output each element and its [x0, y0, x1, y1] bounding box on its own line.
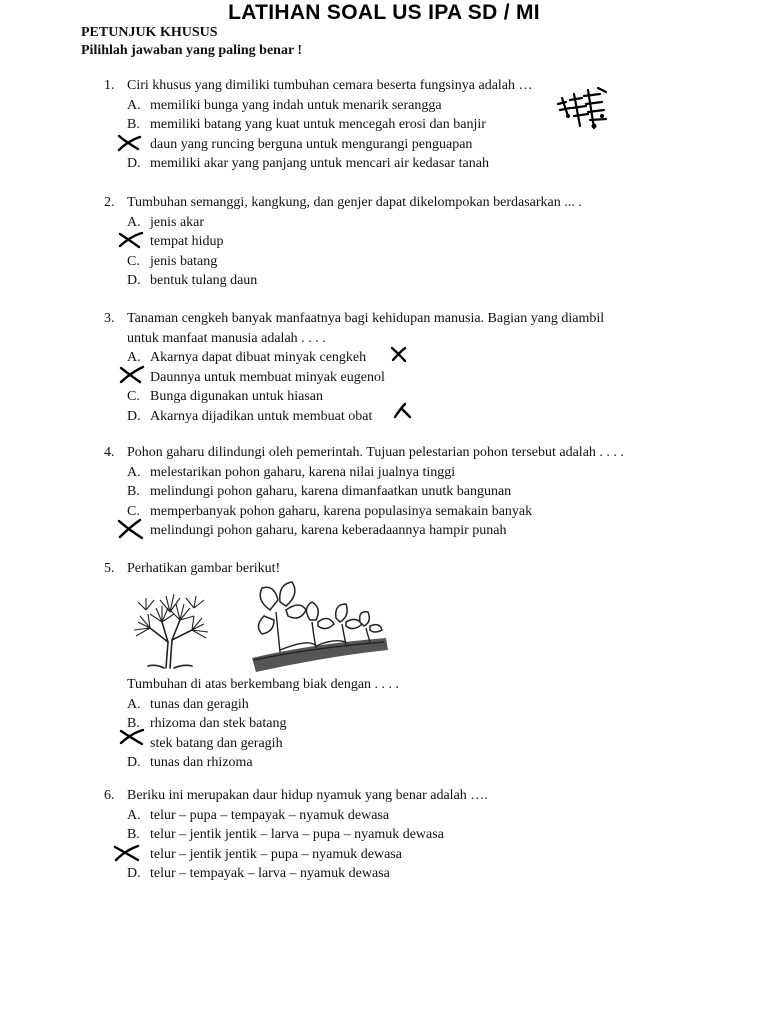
question-2: [0, 193, 768, 291]
wrong-cross-mark: [389, 345, 409, 365]
question-text: Pohon gaharu dilindungi oleh pemerintah. Tujuan pelestarian pohon tersebut adalah . . . .: [127, 445, 624, 460]
question-text: Tanaman cengkeh banyak manfaatnya bagi kehidupan manusia. Bagian yang diambil: [127, 311, 605, 326]
question-text: Beriku ini merupakan daur hidup nyamuk yang benar adalah ….: [127, 788, 488, 803]
question-line: [0, 193, 768, 213]
option-text: memiliki batang yang kuat untuk mencegah erosi dan banjir: [150, 117, 486, 132]
question-number: 4.: [104, 445, 115, 460]
option-letter: B.: [127, 117, 140, 132]
option-d: [0, 864, 768, 884]
question-line: [0, 76, 768, 96]
option-b: [0, 115, 768, 135]
option-text: melestarikan pohon gaharu, karena nilai jualnya tinggi: [150, 464, 456, 480]
question-5-answers: [0, 675, 768, 773]
option-letter: A.: [127, 807, 141, 823]
option-a: [0, 96, 768, 116]
option-text: jenis batang: [150, 253, 218, 269]
page-title: LATIHAN SOAL US IPA SD / MI: [228, 1, 540, 24]
option-letter: D.: [127, 156, 141, 171]
option-text: bentuk tulang daun: [150, 273, 258, 288]
pine-tree-sketch: [554, 86, 610, 132]
question-line: [0, 443, 768, 463]
answer-cross-mark: [116, 517, 146, 541]
question-line: [0, 559, 768, 579]
question-1: [0, 76, 768, 174]
option-letter: C.: [127, 503, 140, 519]
option-c: [0, 252, 768, 272]
option-text: telur – jentik jentik – pupa – nyamuk dewasa: [150, 846, 402, 862]
option-text: tunas dan geragih: [150, 696, 249, 712]
option-b: [0, 482, 768, 502]
question-line: [0, 329, 768, 349]
option-text: stek batang dan geragih: [150, 735, 283, 751]
instructions-text: Pilihlah jawaban yang paling benar !: [81, 43, 303, 58]
option-text: tunas dan rhizoma: [150, 755, 253, 770]
cassava-plant-illustration: [126, 582, 212, 670]
question-line: [0, 786, 768, 806]
option-text: telur – tempayak – larva – nyamuk dewasa: [150, 866, 390, 881]
option-text: melindungi pohon gaharu, karena keberadaannya hampir punah: [150, 523, 507, 538]
option-text: daun yang runcing berguna untuk mengurangi penguapan: [150, 136, 473, 152]
option-c: [0, 387, 768, 407]
option-b: [0, 232, 768, 252]
question-text: Ciri khusus yang dimiliki tumbuhan cemara beserta fungsinya adalah …: [127, 78, 533, 93]
option-text: Bunga digunakan untuk hiasan: [150, 389, 324, 404]
option-text: melindungi pohon gaharu, karena dimanfaatkan unutk bangunan: [150, 484, 512, 499]
option-text: memiliki akar yang panjang untuk mencari air kedasar tanah: [150, 156, 489, 171]
question-3: [0, 309, 768, 426]
option-letter: D.: [127, 866, 141, 881]
answer-cross-mark: [112, 842, 142, 864]
question-text: Perhatikan gambar berikut!: [127, 561, 281, 576]
question-number: 6.: [104, 788, 115, 803]
option-b: [0, 714, 768, 734]
option-a: [0, 695, 768, 715]
option-text: rhizoma dan stek batang: [150, 716, 287, 731]
option-d: [0, 271, 768, 291]
question-number: 1.: [104, 78, 115, 93]
option-letter: D.: [127, 273, 141, 288]
option-text: telur – jentik jentik – larva – pupa – nyamuk dewasa: [150, 827, 444, 842]
option-b: [0, 368, 768, 388]
option-text: Akarnya dijadikan untuk membuat obat: [150, 408, 373, 424]
question-line: [0, 309, 768, 329]
option-letter: A.: [127, 464, 141, 480]
question-text: Tumbuhan semanggi, kangkung, dan genjer dapat dikelompokan berdasarkan ... .: [127, 195, 582, 210]
strawberry-runner-illustration: [250, 580, 390, 672]
option-d: [0, 154, 768, 174]
answer-cross-mark: [117, 230, 145, 250]
option-letter: D.: [127, 408, 141, 424]
option-letter: B.: [127, 827, 140, 842]
option-a: [0, 806, 768, 826]
option-d: [0, 407, 768, 427]
option-c: [0, 734, 768, 754]
question-prompt-line: [0, 675, 768, 695]
option-letter: A.: [127, 214, 141, 230]
question-number: 3.: [104, 311, 115, 326]
question-number: 5.: [104, 561, 115, 576]
question-6: [0, 786, 768, 884]
question-5: [0, 559, 768, 579]
option-a: [0, 213, 768, 233]
option-text: tempat hidup: [150, 234, 224, 249]
option-letter: A.: [127, 97, 141, 113]
option-d: [0, 753, 768, 773]
option-text: Daunnya untuk membuat minyak eugenol: [150, 369, 385, 385]
option-a: [0, 348, 768, 368]
answer-cross-mark: [118, 364, 146, 386]
option-letter: D.: [127, 755, 141, 770]
option-letter: B.: [127, 484, 140, 499]
question-text: untuk manfaat manusia adalah . . . .: [127, 330, 326, 346]
question-prompt: Tumbuhan di atas berkembang biak dengan . . . .: [127, 677, 400, 692]
answer-cross-mark: [116, 133, 142, 153]
option-letter: B.: [127, 716, 140, 731]
option-letter: C.: [127, 253, 140, 269]
option-text: memiliki bunga yang indah untuk menarik serangga: [150, 97, 442, 113]
wrong-cross-mark: [393, 402, 413, 420]
option-letter: A.: [127, 696, 141, 712]
option-text: jenis akar: [150, 214, 205, 230]
option-a: [0, 463, 768, 483]
option-letter: A.: [127, 350, 141, 365]
option-text: Akarnya dapat dibuat minyak cengkeh: [150, 350, 367, 365]
answer-cross-mark: [118, 727, 146, 747]
question-number: 2.: [104, 195, 115, 210]
option-letter: C.: [127, 389, 140, 404]
option-text: memperbanyak pohon gaharu, karena populasinya semakain banyak: [150, 503, 533, 519]
option-text: telur – pupa – tempayak – nyamuk dewasa: [150, 807, 390, 823]
instructions-heading: PETUNJUK KHUSUS: [81, 25, 218, 40]
